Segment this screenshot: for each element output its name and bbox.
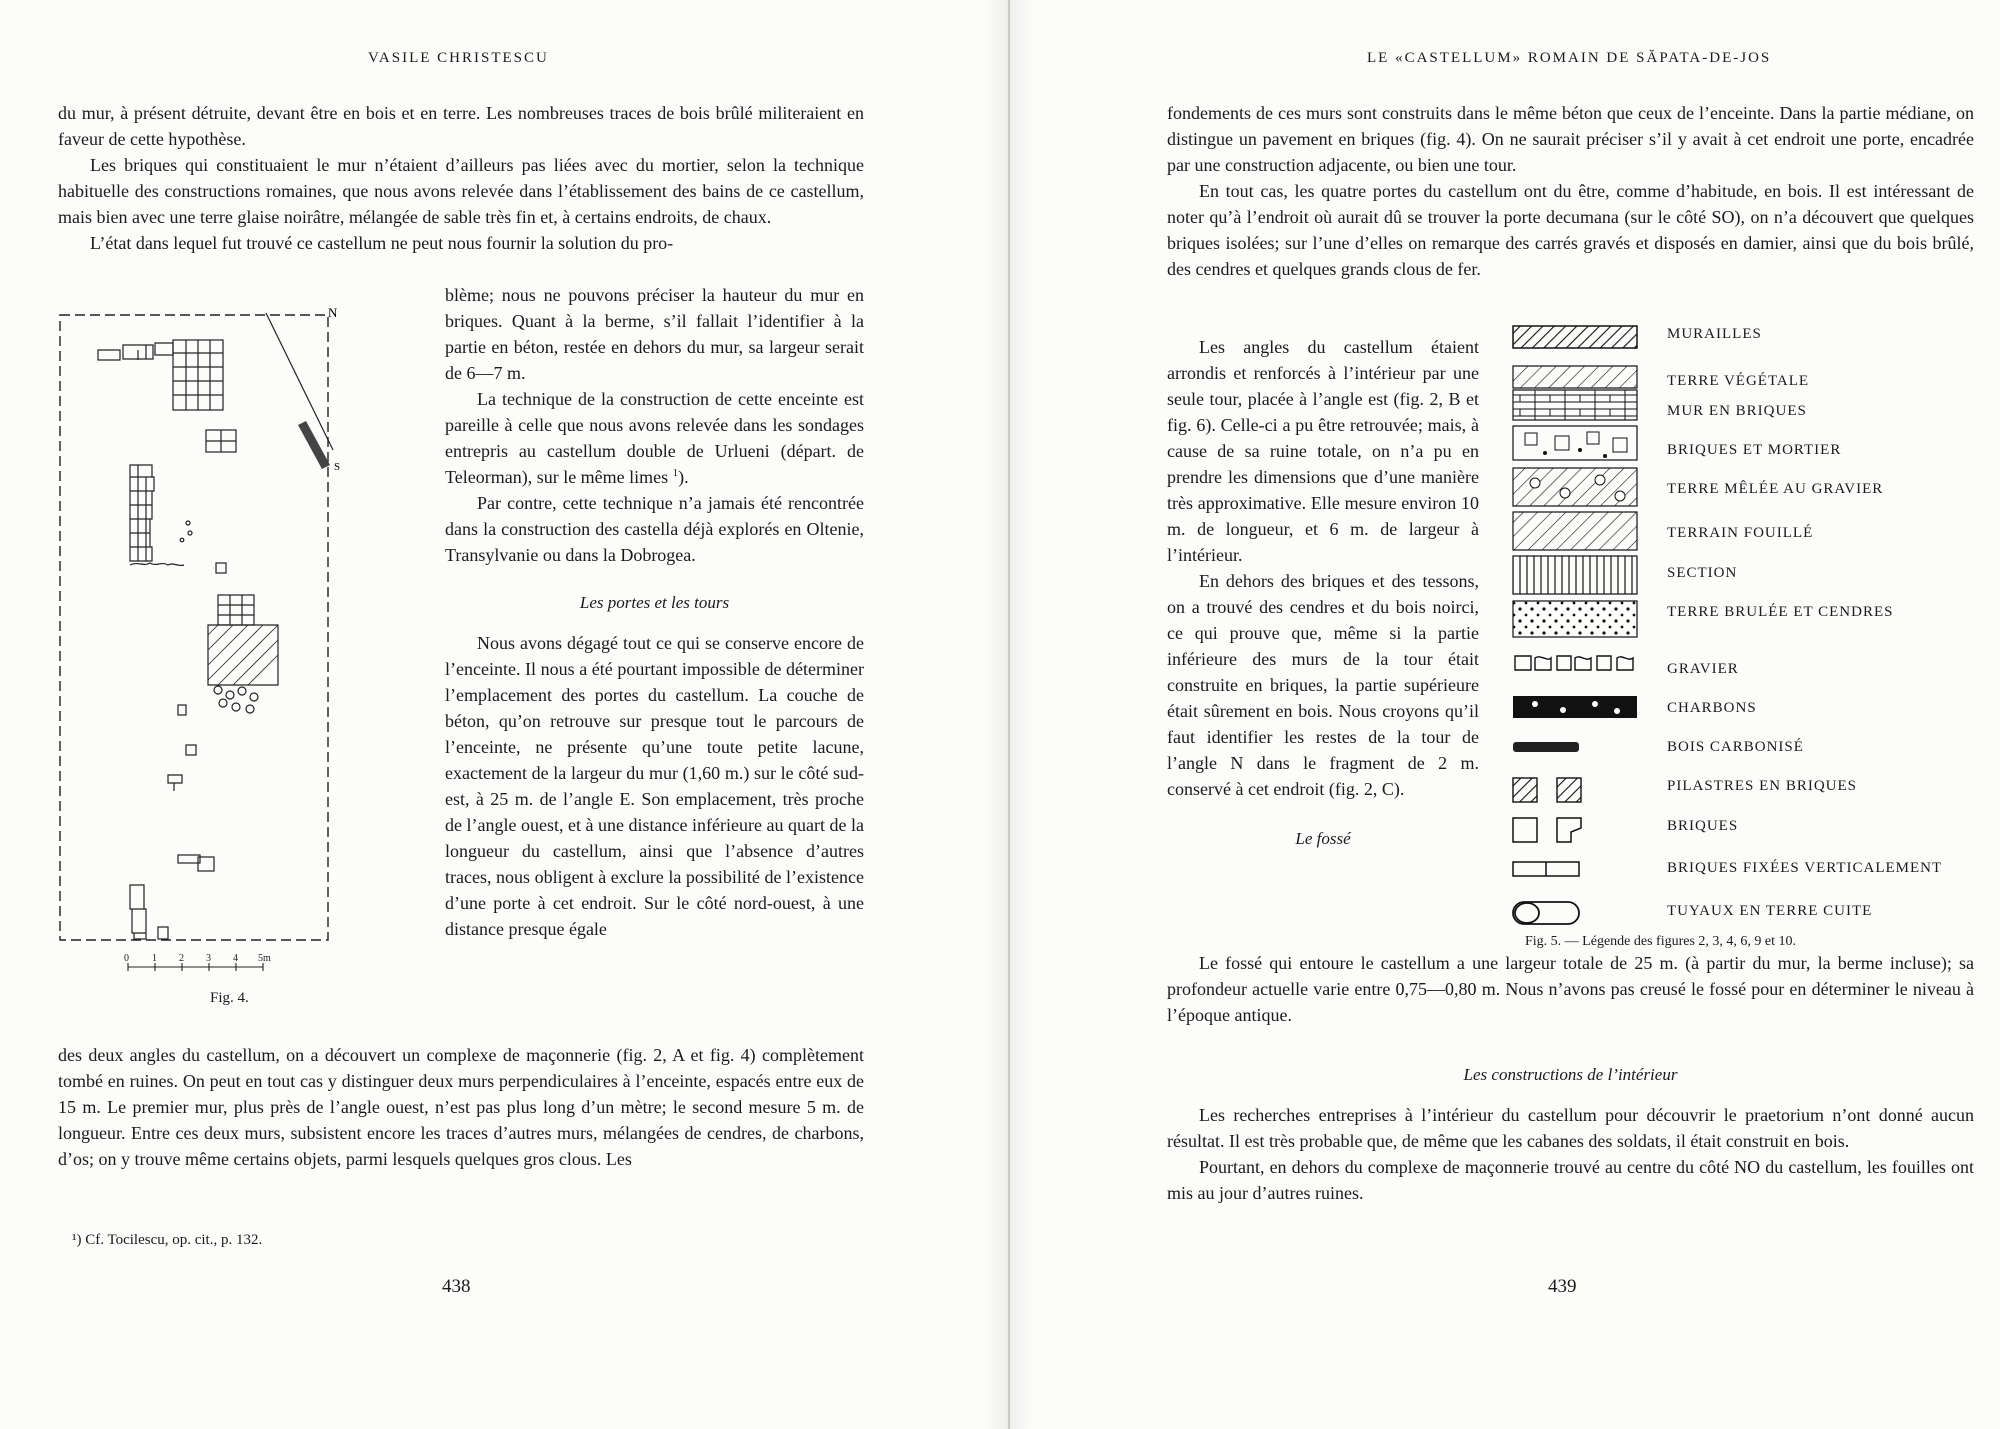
- footnote: ¹) Cf. Tocilescu, op. cit., p. 132.: [72, 1232, 263, 1248]
- left-para-2: Les briques qui constituaient le mur n’étaient d’ailleurs pas liées avec du mortier, selon la technique habituelle des constructions romaines, que nous avons relevée dans l’établissement des bains de ce castellum, mais bien avec une terre glaise noirâtre, mélangée de sable très fin et, à certains endroits, de chaux.: [58, 155, 864, 227]
- legend-bois-carbonise: BOIS CARBONISÉ: [1667, 739, 1804, 755]
- figure-4-drawing: [58, 305, 341, 995]
- left-para-4-end: ).: [678, 467, 689, 487]
- figure-4-plan: [58, 305, 341, 995]
- left-para-1: du mur, à présent détruite, devant être en bois et en terre. Les nombreuses traces de bois brûlé militeraient en faveur de cette hypothèse.: [58, 103, 864, 149]
- left-para-4: [445, 386, 864, 490]
- north-label: N: [328, 305, 338, 320]
- right-para-4: En dehors des briques et des tessons, on a trouvé des cendres et du bois noirci, ce qui prouve que, même si la partie inférieure des murs de la tour était construite en briques, la partie supérieure était sûrement en bois. Nous croyons qu’il faut identifier les restes de la tour de l’angle N dans le fragment de 2 m. conservé à cet endroit (fig. 2, C).: [1167, 571, 1479, 799]
- right-bottom-text: [1167, 950, 1974, 1206]
- legend-briques: BRIQUES: [1667, 818, 1739, 834]
- scale-tick-0: 0: [124, 953, 129, 964]
- legend-terrain-fouille: TERRAIN FOUILLÉ: [1667, 525, 1814, 541]
- left-para-4-text: La technique de la construction de cette enceinte est pareille à celle que nous avons relevée dans les sondages entrepris au castellum double de Urlueni (départ. de Teleorman), sur le même limes: [445, 389, 864, 487]
- right-running-head: LE «CASTELLUM» ROMAIN DE SĂPATA-DE-JOS: [1367, 50, 1772, 66]
- legend-pilastres: PILASTRES EN BRIQUES: [1667, 778, 1858, 794]
- legend-tuyaux: TUYAUX EN TERRE CUITE: [1667, 903, 1873, 919]
- right-para-1: fondements de ces murs sont construits dans le même béton que ceux de l’enceinte. Dans la partie médiane, on distingue un pavement en briques (fig. 4). On ne saurait préciser s’il y avait à cet endroit une porte, encadrée par une construction adjacente, ou bien une tour.: [1167, 103, 1974, 175]
- section-title-portes: Les portes et les tours: [579, 593, 730, 612]
- right-page-number: 439: [1548, 1276, 1577, 1297]
- left-bottom-text: [58, 1042, 864, 1172]
- legend-briques-vert: BRIQUES FIXÉES VERTICALEMENT: [1667, 860, 1943, 876]
- legend-terre-vegetale: TERRE VÉGÉTALE: [1667, 373, 1810, 389]
- left-para-3b: blème; nous ne pouvons préciser la hauteur du mur en briques. Quant à la berme, s’il fallait l’identifier à la partie en béton, restée en dehors du mur, sa largeur serait de 6—7 m.: [445, 285, 864, 383]
- right-para-5: Le fossé qui entoure le castellum a une largeur totale de 25 m. (à partir du mur, la berme incluse); sa profondeur actuelle varie entre 0,75—0,80 m. Nous n’avons pas creusé le fossé pour en déterminer le niveau à l’époque antique.: [1167, 953, 1974, 1025]
- right-para-2: En tout cas, les quatre portes du castellum ont du être, comme d’habitude, en bois. Il est intéressant de noter qu’à l’endroit où aurait dû se trouver la porte decumana (sur le côté SO), on n’a découvert que quelques briques isolées; sur l’une d’elles on remarque des carrés gravés et disposés en damier, ainsi que du bois brûlé, des cendres et quelques grands clous de fer.: [1167, 181, 1974, 279]
- left-para-3a: L’état dans lequel fut trouvé ce castellum ne peut nous fournir la solution du pro-: [90, 233, 674, 253]
- south-label: S: [334, 461, 341, 473]
- legend-mur-briques: MUR EN BRIQUES: [1667, 403, 1807, 419]
- legend-murailles: MURAILLES: [1667, 326, 1762, 342]
- left-para-7: des deux angles du castellum, on a découvert un complexe de maçonnerie (fig. 2, A et fig. 4) complètement tombé en ruines. On peut en tout cas y distinguer deux murs perpendiculaires à l’enceinte, espacés entre eux de 15 m. Le premier mur, plus près de l’angle ouest, n’est pas plus long d’un mètre; le second mesure 5 m. de longueur. Entre ces deux murs, subsistent encore les traces d’autres murs, mélangées de cendres, de charbons, d’os; on y trouve même certains objets, parmi lesquels quelques gros clous. Les: [58, 1045, 864, 1169]
- legend-charbons: CHARBONS: [1667, 700, 1757, 716]
- legend-terre-gravier: TERRE MÊLÉE AU GRAVIER: [1667, 481, 1884, 497]
- right-para-3: Les angles du castellum étaient arrondis et renforcés à l’intérieur par une seule tour, placée à l’angle est (fig. 2, B et fig. 6). Celle-ci a pu être retrouvée; mais, à cause de sa ruine totale, on n’a pu en prendre les dimensions que d’une manière très approximative. Elle mesure environ 10 m. de longueur, et 6 m. de largeur à l’intérieur.: [1167, 337, 1479, 565]
- left-para-5: Par contre, cette technique n’a jamais été rencontrée dans la construction des castella déjà explorés en Oltenie, Transylvanie ou dans la Dobrogea.: [445, 493, 864, 565]
- legend-briques-mortier: BRIQUES ET MORTIER: [1667, 442, 1842, 458]
- left-para-6: Nous avons dégagé tout ce qui se conserve encore de l’enceinte. Il nous a été pourtant impossible de déterminer l’emplacement des portes du castellum. La couche de béton, qu’on retrouve sur presque tout le parcours de l’enceinte, ne présente qu’une toute petite lacune, exactement de la largeur du mur (1,60 m.) sur le côté sud-est, à 25 m. de l’angle E. Son emplacement, très proche de l’angle ouest, et à une distance inférieure au quart de la longueur du castellum, ainsi que l’absence d’autres traces, nous obligent à exclure la possibilité de l’existence d’une porte à cet endroit. Sur le côté nord-ouest, à une distance presque égale: [445, 633, 864, 939]
- legend-swatches: [1505, 318, 1645, 928]
- scale-tick-2: 2: [179, 953, 184, 964]
- right-column-text: [1167, 334, 1479, 862]
- scale-tick-1: 1: [152, 953, 157, 964]
- left-top-text: [58, 100, 864, 256]
- right-para-6: Les recherches entreprises à l’intérieur du castellum pour découvrir le praetorium n’ont donné aucun résultat. Il est très probable que, de même que les cabanes des soldats, il était construit en bois.: [1167, 1105, 1974, 1151]
- section-title-fosse: Le fossé: [1295, 829, 1351, 848]
- gutter: [1008, 0, 1010, 1429]
- legend-gravier: GRAVIER: [1667, 661, 1739, 677]
- legend-terre-brulee: TERRE BRULÉE ET CENDRES: [1667, 604, 1894, 620]
- scale-tick-3: 3: [206, 953, 211, 964]
- legend-section: SECTION: [1667, 565, 1738, 581]
- right-top-text: [1167, 100, 1974, 282]
- right-para-7: Pourtant, en dehors du complexe de maçonnerie trouvé au centre du côté NO du castellum, les fouilles ont mis au jour d’autres ruines.: [1167, 1157, 1974, 1203]
- left-page-number: 438: [442, 1276, 471, 1297]
- scale-tick-4: 4: [233, 953, 238, 964]
- left-column-text: [445, 282, 864, 942]
- scale-tick-5: 5m: [258, 953, 271, 964]
- figure-5-caption: Fig. 5. — Légende des figures 2, 3, 4, 6, 9 et 10.: [1525, 934, 1797, 949]
- left-running-head: VASILE CHRISTESCU: [368, 50, 549, 66]
- figure-4-caption: Fig. 4.: [210, 990, 249, 1006]
- footnote-ref: 1: [672, 467, 679, 479]
- section-title-interieur: Les constructions de l’intérieur: [1463, 1065, 1678, 1084]
